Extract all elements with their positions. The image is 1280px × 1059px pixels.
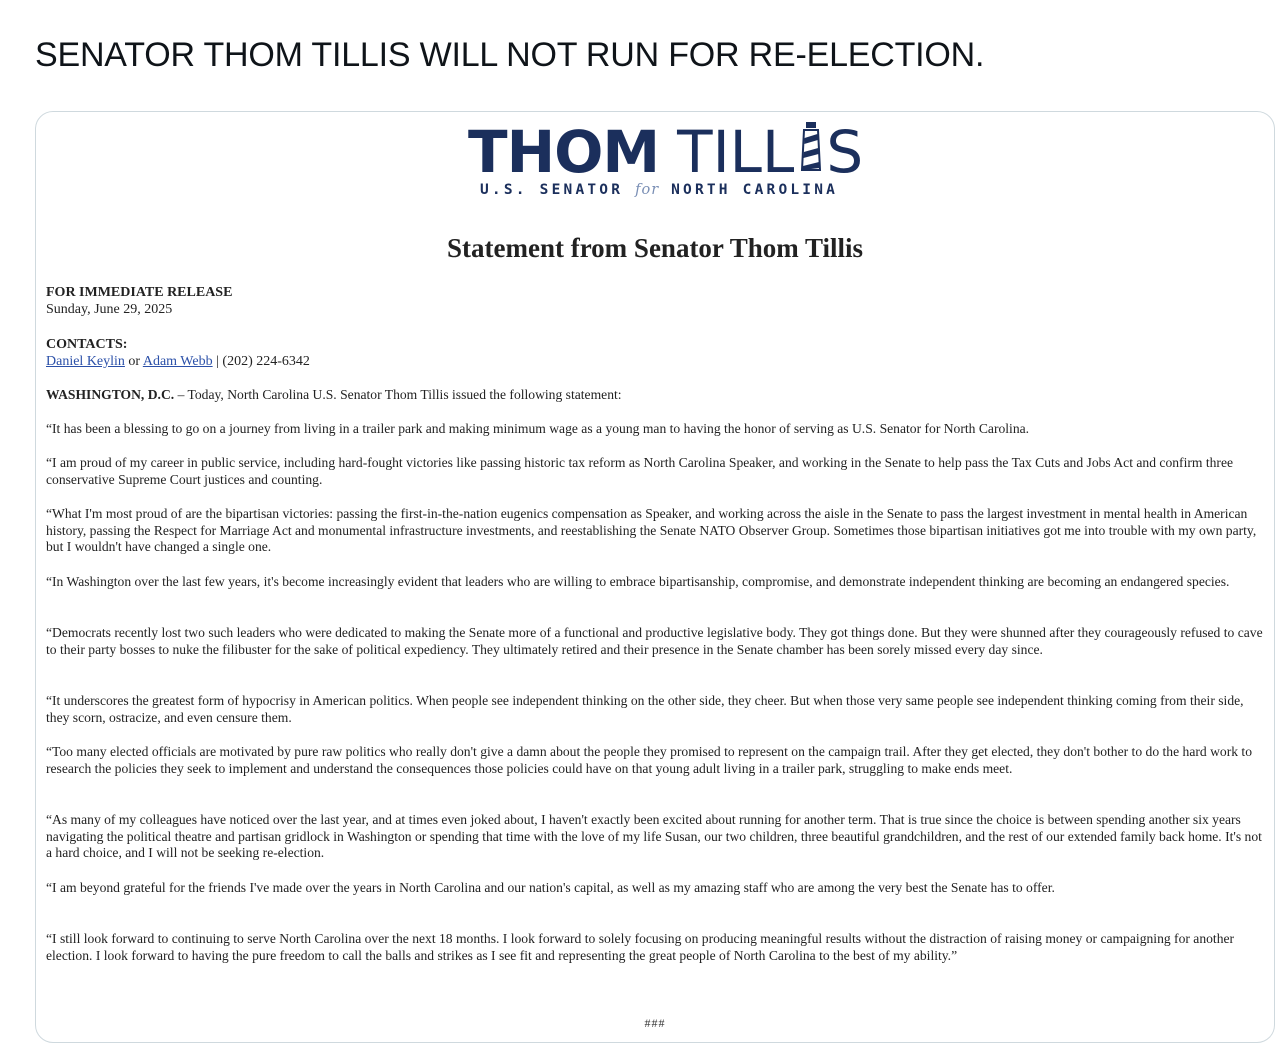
end-mark: ### bbox=[644, 1016, 666, 1030]
logo-name-tail: S bbox=[826, 118, 864, 186]
statement-paragraph: “In Washington over the last few years, it's become increasingly evident that leaders who are willing to embrace bipartisanship, compromise, and demonstrate independent thinking are becoming an endangered species. bbox=[46, 574, 1230, 589]
statement-paragraph: “Too many elected officials are motivated by pure raw politics who really don't give a damn about the people they promised to represent on the campaign trail. After they get elected, they don't bother to do the hard work to research the policies they seek to implement and understand the consequences those policies could have on that young adult living in a trailer park, struggling to make ends meet. bbox=[46, 744, 1252, 776]
statement-paragraph: “Democrats recently lost two such leaders who were dedicated to making the Senate more of a functional and productive legislative body. They got things done. But they were shunned after they courageously refused to cave to their party bosses to nuke the filibuster for the sake of political expediency. They ultimately retired and their presence in the Senate chamber has been sorely missed every day since. bbox=[46, 625, 1263, 657]
contacts-label: CONTACTS: bbox=[46, 337, 128, 352]
statement-paragraph: “It underscores the greatest form of hypocrisy in American politics. When people see independent thinking on the other side, they cheer. But when those very same people see independent thinking coming from their side, they scorn, ostracize, and even censure them. bbox=[46, 693, 1244, 725]
post-text: SENATOR THOM TILLIS WILL NOT RUN FOR RE-ELECTION. bbox=[35, 36, 985, 74]
contact-link-daniel-keylin[interactable]: Daniel Keylin bbox=[46, 354, 125, 369]
dateline-paragraph bbox=[46, 387, 1268, 404]
logo-name-bold: THOM bbox=[468, 118, 660, 186]
statement-paragraph: “I still look forward to continuing to serve North Carolina over the next 18 months. I look forward to solely focusing on producing meaningful results without the distraction of raising money or campaigning for another election. I look forward to having the pure freedom to call the balls and strikes as I see fit and representing the great people of North Carolina to the best of my ability.” bbox=[46, 931, 1235, 963]
contact-or: or bbox=[128, 354, 141, 369]
statement-paragraph: “As many of my colleagues have noticed over the last year, and at times even joked about, I haven't exactly been excited about running for another term. That is true since the choice is between spending another six years navigating the political theatre and partisan gridlock in Washington or spending that time with the love of my life Susan, our two children, three beautiful grandchildren, and the rest of our extended family back home. It's not a hard choice, and I will not be seeking re-election. bbox=[46, 812, 1262, 860]
release-label: FOR IMMEDIATE RELEASE bbox=[46, 285, 233, 300]
contacts-block bbox=[46, 336, 310, 370]
subtitle-state: NORTH CAROLINA bbox=[671, 182, 839, 198]
contact-phone: | (202) 224-6342 bbox=[216, 354, 310, 369]
letterhead-logo bbox=[468, 114, 863, 186]
subtitle-for: for bbox=[635, 182, 660, 198]
release-block bbox=[46, 284, 232, 318]
statement-paragraph: “It has been a blessing to go on a journey from living in a trailer park and making minimum wage as a young man to having the honor of serving as U.S. Senator for North Carolina. bbox=[46, 421, 1030, 436]
statement-paragraph: “What I'm most proud of are the bipartisan victories: passing the first-in-the-nation eugenics compensation as Speaker, and working across the aisle in the Senate to pass the largest investment in mental health in American history, passing the Respect for Marriage Act and monumental infrastructure investments, and reestablishing the Senate NATO Observer Group. Sometimes those bipartisan initiatives got me into trouble with my own party, but I wouldn't have changed a single one. bbox=[46, 506, 1257, 554]
press-release-document bbox=[36, 112, 1274, 1042]
letterhead-subtitle bbox=[480, 182, 838, 198]
subtitle-senator: U.S. SENATOR bbox=[480, 182, 624, 198]
dateline: WASHINGTON, D.C. bbox=[46, 387, 175, 402]
statement-paragraph: “I am proud of my career in public service, including hard-fought victories like passing historic tax reform as North Carolina Speaker, and working in the Senate to help pass the Tax Cuts and Jobs Act and confirm three conservative Supreme Court justices and counting. bbox=[46, 455, 1234, 487]
logo-name-light: TILL bbox=[677, 118, 795, 186]
release-date: Sunday, June 29, 2025 bbox=[46, 302, 173, 317]
dateline-text: – Today, North Carolina U.S. Senator Thom Tillis issued the following statement: bbox=[174, 387, 622, 402]
contact-link-adam-webb[interactable]: Adam Webb bbox=[142, 354, 213, 369]
statement-paragraph: “I am beyond grateful for the friends I've made over the years in North Carolina and our nation's capital, as well as my amazing staff who are among the very best the Senate has to offer. bbox=[46, 880, 1055, 895]
lighthouse-icon bbox=[796, 120, 826, 178]
image-card[interactable] bbox=[35, 111, 1275, 1043]
statement-title: Statement from Senator Thom Tillis bbox=[446, 233, 864, 263]
